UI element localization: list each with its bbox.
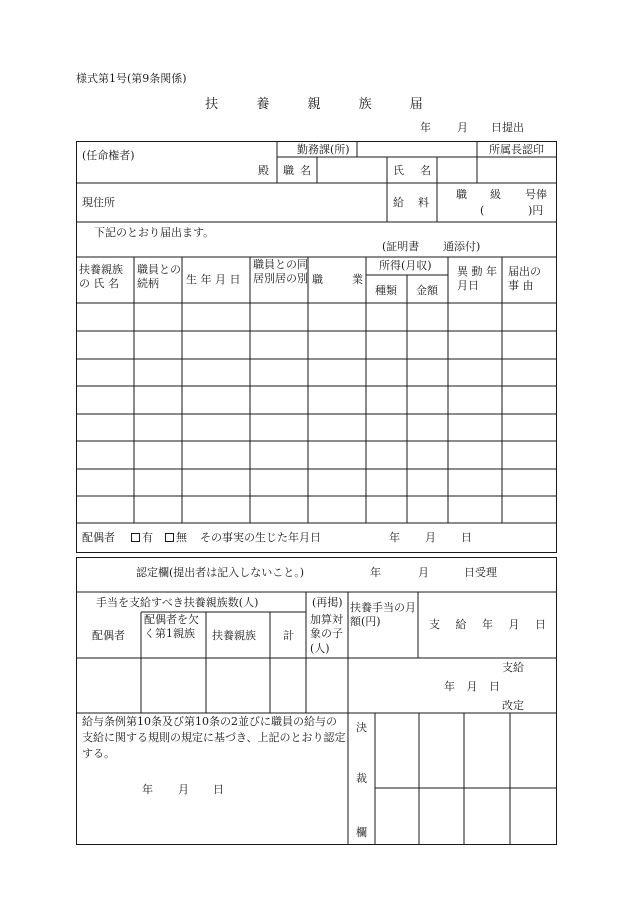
cert-label: (証明書	[382, 240, 420, 253]
title-char: 養	[256, 97, 272, 112]
yen-open: (	[480, 204, 485, 217]
header-reason: 届出の 事 由	[508, 265, 541, 293]
job-label: 職	[283, 164, 294, 177]
header-occupation: 職	[312, 273, 323, 286]
title-char: 親	[307, 97, 323, 112]
grade-label-2: 級	[490, 188, 501, 201]
col-child: 加算対象の子(人)	[310, 613, 343, 655]
spouse-no-label: 無	[176, 531, 187, 544]
legal-text: 給与条例第10条及び第10条の2並びに職員の給与の支給に関する規則の規定に基づき、上記のとおり認定する。	[82, 715, 346, 760]
dept-label: 勤務課(所)	[297, 143, 350, 156]
pay-ymd: 年 月 日	[444, 680, 504, 693]
grade-label: 職	[456, 188, 467, 201]
spouse-event-label: その事実の生じた年月日	[200, 531, 321, 544]
header-income-type: 種類	[375, 284, 397, 297]
grade-label-3: 号俸	[525, 188, 547, 201]
notice-text: 下記のとおり届出ます。	[94, 226, 215, 239]
header-income-amount: 金額	[416, 284, 438, 297]
dono-label: 殿	[258, 164, 269, 177]
spouse-day: 日	[461, 531, 472, 544]
legal-year: 年	[142, 783, 153, 796]
reprint-header: (再掲)	[312, 596, 343, 609]
header-year: 年	[420, 121, 431, 134]
checkbox-yes[interactable]	[131, 533, 140, 542]
cert-attached: 通添付)	[443, 240, 481, 253]
cert-month: 月	[418, 566, 429, 579]
decision-char-1: 決	[356, 721, 367, 734]
decision-char-2: 裁	[356, 772, 367, 785]
salary-label-2: 料	[418, 196, 429, 209]
salary-label: 給	[393, 196, 404, 209]
legal-month: 月	[178, 783, 189, 796]
col-spouse: 配偶者	[92, 629, 125, 642]
header-occupation-2: 業	[352, 273, 363, 286]
header-month: 月	[457, 121, 468, 134]
spouse-label: 配偶者	[82, 531, 115, 544]
spouse-year: 年	[389, 531, 400, 544]
certification-title: 認定欄(提出者は記入しないこと。)	[136, 566, 305, 579]
header-dependent-name: 扶養親族の 氏 名	[79, 263, 123, 291]
appointer-label: (任命権者)	[82, 149, 135, 162]
job-label-2: 名	[300, 164, 311, 177]
checkbox-no[interactable]	[165, 533, 174, 542]
col-no-spouse: 配偶者を欠く第1親族	[144, 613, 199, 641]
spouse-month: 月	[425, 531, 436, 544]
address-label: 現住所	[82, 196, 115, 209]
header-cohabit: 職員との同居別居の別	[253, 258, 308, 286]
name-label: 氏	[393, 164, 404, 177]
header-income: 所得(月収)	[379, 259, 432, 272]
col-dependent: 扶養親族	[212, 629, 256, 642]
name-label-2: 名	[420, 164, 431, 177]
cert-year: 年	[370, 566, 381, 579]
yen-close: )円	[528, 204, 544, 217]
title-char: 届	[409, 97, 425, 112]
col-total: 計	[283, 629, 294, 642]
col-pay-date: 支 給 年 月 日	[429, 618, 552, 631]
title-char: 扶	[205, 97, 221, 112]
form-number: 様式第1号(第9条関係)	[76, 72, 187, 85]
title-char: 族	[358, 97, 374, 112]
cert-day-received: 日受理	[464, 566, 497, 579]
spouse-yes-label: 有	[142, 531, 153, 544]
header-relation: 職員との続柄	[137, 263, 181, 291]
header-change-date: 異 動 年月日	[457, 265, 497, 293]
spouse-no-option[interactable]	[165, 531, 187, 545]
header-birth-date: 生 年 月 日	[186, 273, 241, 286]
pay-label: 支給	[502, 661, 524, 674]
approval-label: 所属長認印	[489, 143, 544, 156]
decision-char-3: 欄	[356, 826, 367, 839]
count-header: 手当を支給すべき扶養親族数(人)	[96, 596, 259, 609]
spouse-yes-option[interactable]	[131, 531, 153, 545]
legal-day: 日	[213, 783, 224, 796]
col-monthly: 扶養手当の月額(円)	[350, 601, 416, 629]
revise-label: 改定	[502, 699, 524, 712]
header-day-submit: 日提出	[491, 121, 524, 134]
